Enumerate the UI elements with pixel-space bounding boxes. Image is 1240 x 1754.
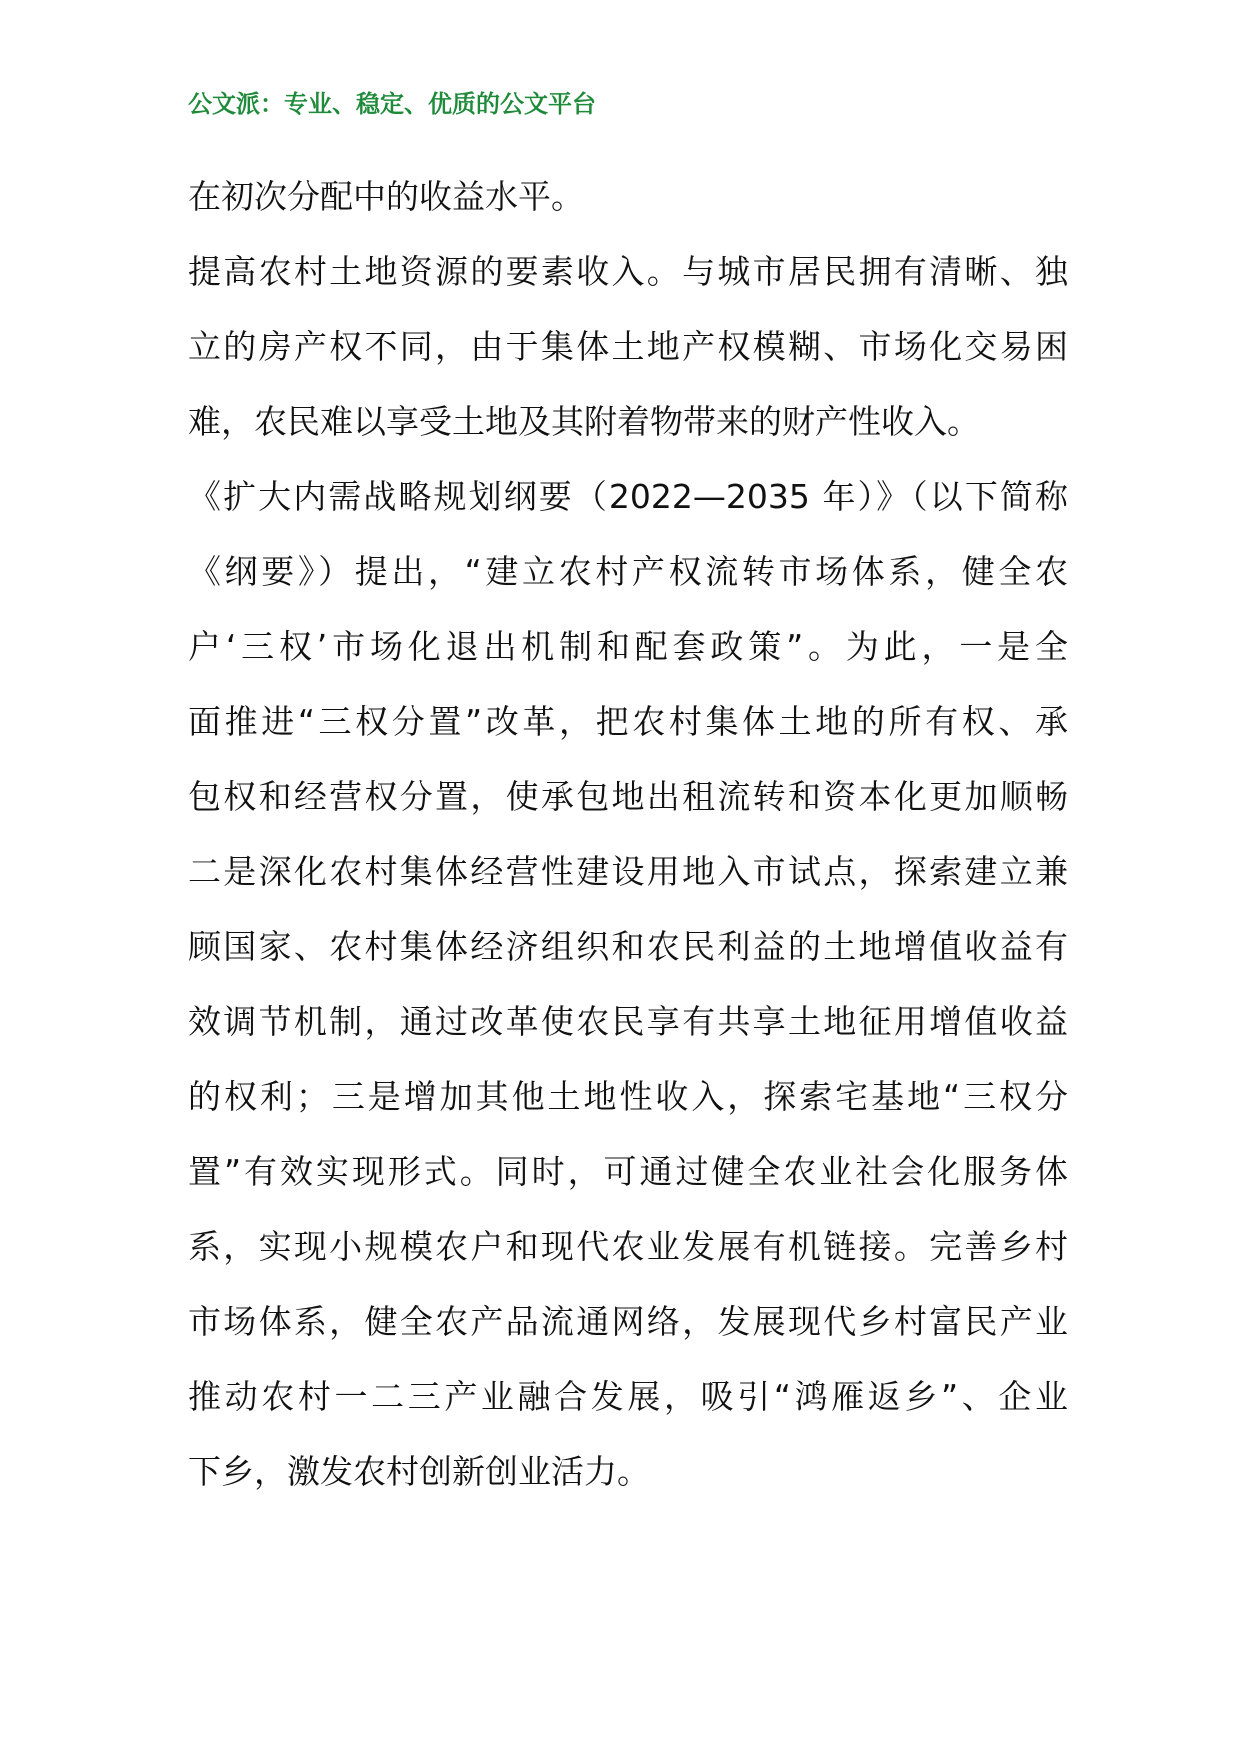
text-line: 推动农村一二三产业融合发展，吸引“鸿雁返乡”、企业 (188, 1377, 1068, 1416)
text-line: 市场体系，健全农产品流通网络，发展现代乡村富民产业 (188, 1302, 1068, 1341)
text-line: 《扩大内需战略规划纲要（2022—2035 年）》（以下简称 (188, 477, 1068, 516)
text-line: 效调节机制，通过改革使农民享有共享土地征用增值收益 (188, 1002, 1068, 1041)
text-line: 《纲要》）提出，“建立农村产权流转市场体系，健全农 (188, 552, 1068, 591)
text-line: 下乡，激发农村创新创业活力。 (188, 1452, 650, 1491)
text-line: 的权利；三是增加其他土地性收入，探索宅基地“三权分 (188, 1077, 1068, 1116)
text-line: 户‘三权’市场化退出机制和配套政策”。为此，一是全 (188, 627, 1068, 666)
text-line: 在初次分配中的收益水平。 (188, 177, 584, 216)
text-line: 系，实现小规模农户和现代农业发展有机链接。完善乡村 (188, 1227, 1068, 1266)
text-line: 难，农民难以享受土地及其附着物带来的财产性收入。 (188, 402, 980, 441)
text-line: 面推进“三权分置”改革，把农村集体土地的所有权、承 (188, 702, 1068, 741)
text-line: 立的房产权不同，由于集体土地产权模糊、市场化交易困 (188, 327, 1068, 366)
text-line: 置”有效实现形式。同时，可通过健全农业社会化服务体 (188, 1152, 1068, 1191)
text-line: 顾国家、农村集体经济组织和农民利益的土地增值收益有 (188, 927, 1068, 966)
document-body (188, 168, 1068, 1518)
text-line: 包权和经营权分置，使承包地出租流转和资本化更加顺畅 (188, 777, 1068, 816)
page-header-title: 公文派：专业、稳定、优质的公文平台 (188, 90, 596, 118)
text-line: 二是深化农村集体经营性建设用地入市试点，探索建立兼 (188, 852, 1068, 891)
text-line: 提高农村土地资源的要素收入。与城市居民拥有清晰、独 (188, 252, 1068, 291)
